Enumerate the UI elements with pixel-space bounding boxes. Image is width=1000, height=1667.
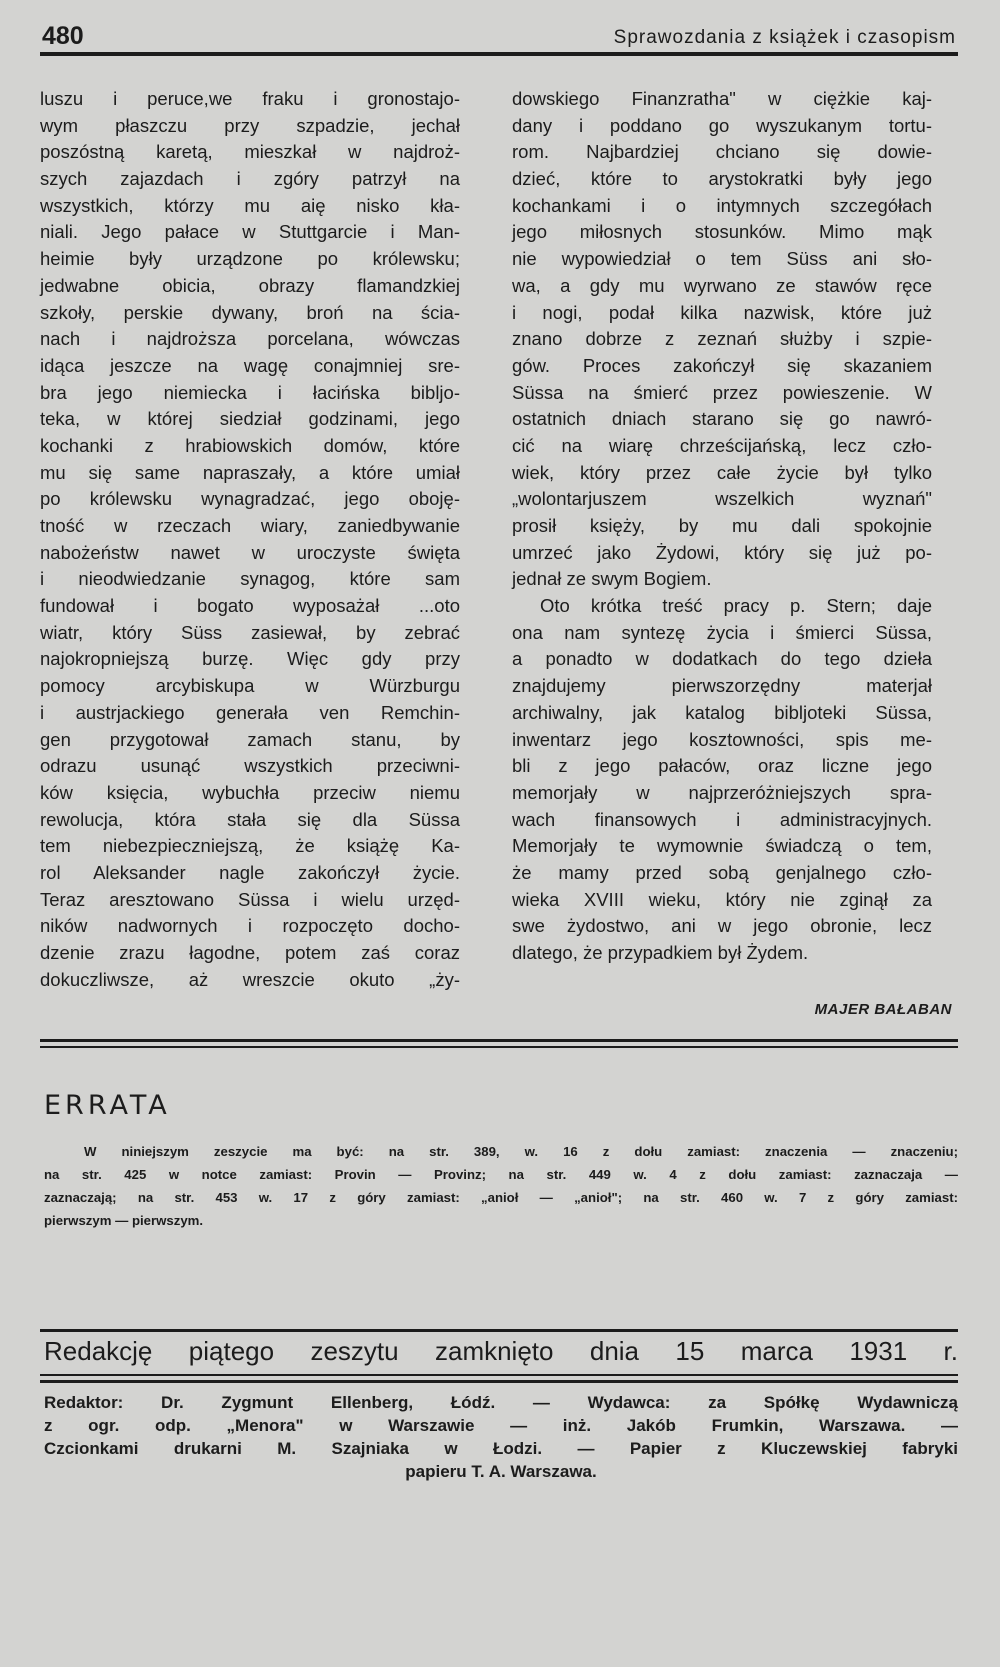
text-line: wszystkich, którzy mu aię nisko kła-: [40, 194, 460, 216]
text-line: idąca jeszcze na wagę conajmniej sre-: [40, 354, 460, 376]
text-line: rewolucja, która stała się dla Süssa: [40, 808, 460, 830]
header-rule: [40, 52, 958, 56]
text-line: cić na wiarę chrześcijańską, lecz czło-: [512, 434, 932, 456]
text-line: umrzeć jako Żydowi, który się już po-: [512, 541, 932, 563]
text-line: znano dobrze z zeznań służby i szpie-: [512, 328, 932, 350]
text-line: pomocy arcybiskupa w Würzburgu: [40, 675, 460, 697]
text-line: rom. Najbardziej chciano się dowie-: [512, 141, 932, 163]
text-line: wym płaszczu przy szpadzie, jechał: [40, 114, 460, 136]
text-line: na str. 425 w notce zamiast: Provin — Provinz; na str. 449 w. 4 z dołu zamiast: zaznaczaja —: [44, 1167, 958, 1182]
text-line: swe żydostwo, ani w jego obronie, lecz: [512, 915, 932, 937]
text-line: gów. Proces zakończył się skazaniem: [512, 354, 932, 376]
text-line: i austrjackiego generała ven Remchin-: [40, 701, 460, 723]
text-line: inwentarz jego kosztowności, spis me-: [512, 728, 932, 750]
text-line: archiwalny, jak katalog bibljoteki Süssa,: [512, 701, 932, 723]
text-line: W niniejszym zeszycie ma być: na str. 389, w. 16 z dołu zamiast: znaczenia — znaczeniu;: [84, 1144, 958, 1159]
text-line: Oto krótka treść pracy p. Stern; daje: [540, 595, 932, 617]
section-rule-bottom: [40, 1046, 958, 1048]
page-number: 480: [42, 22, 84, 50]
text-line: dowskiego Finanzratha" w ciężkie kaj-: [512, 88, 932, 109]
text-line: dlatego, że przypadkiem był Żydem.: [512, 942, 809, 963]
errata-text: [44, 1140, 958, 1232]
column-left: [40, 86, 460, 993]
text-line: Redaktor: Dr. Zygmunt Ellenberg, Łódź. — Wydawca: za Spółkę Wydawniczą: [44, 1393, 958, 1412]
text-line: ków księcia, wybuchła przeciw niemu: [40, 781, 460, 803]
text-line: bli z jego pałaców, oraz liczne jego: [512, 755, 932, 777]
text-line: kochankami i o intymnych szczegółach: [512, 194, 932, 216]
text-line: heimie były urządzone po królewsku;: [40, 248, 460, 270]
text-line: odrazu usunąć wszystkich przeciwni-: [40, 755, 460, 777]
text-line: tność w rzeczach wiary, zaniedbywanie: [40, 515, 460, 536]
text-line: wiek, który przez całe życie był tylko: [512, 461, 932, 483]
text-line: wa, a gdy mu wyrwano ze stawów ręce: [512, 274, 932, 296]
text-line: Süssa na śmierć przez powieszenie. W: [512, 381, 932, 403]
text-line: Teraz aresztowano Süssa i wielu urzęd-: [40, 888, 460, 910]
text-line: ona nam syntezę życia i śmierci Süssa,: [512, 621, 932, 643]
text-line: „wolontarjuszem wszelkich wyznań": [512, 488, 932, 510]
text-line: pierwszym — pierwszym.: [44, 1213, 204, 1228]
text-line: nach i najdroższa porcelana, wówczas: [40, 328, 460, 350]
text-line: gen przygotował zamach stanu, by: [40, 728, 460, 750]
author-signature: MAJER BAŁABAN: [814, 1001, 952, 1018]
text-line: znajdujemy pierwszorzędny materjał: [512, 675, 932, 697]
text-line: jednał ze swym Bogiem.: [512, 568, 712, 590]
text-line: niali. Jego pałace w Stuttgarcie i Man-: [40, 221, 460, 243]
text-line: mu się same napraszały, a które umiał: [40, 461, 460, 483]
closing-rule-top: [40, 1329, 958, 1332]
text-line: kochanki z hrabiowskich domów, które: [40, 434, 460, 456]
text-line: rol Aleksander nagle zakończył życie.: [40, 861, 460, 883]
text-line: dany i poddano go wyszukanym tortu-: [512, 114, 932, 136]
text-line: dzenie zrazu łagodne, potem zaś coraz: [40, 942, 460, 963]
text-line: po królewsku wynagradzać, jego oboję-: [40, 488, 460, 510]
text-line: wieka XVIII wieku, który nie zginął za: [512, 888, 932, 910]
text-line: że mamy przed sobą genjalnego czło-: [512, 861, 932, 883]
text-line: wach finansowych i administracyjnych.: [512, 808, 932, 830]
text-line: wiatr, który Süss zasiewał, by zebrać: [40, 621, 460, 643]
text-line: teka, w której siedział godzinami, jego: [40, 408, 460, 430]
text-line: luszu i peruce,we fraku i gronostajo-: [40, 88, 460, 109]
text-line: jedwabne obicia, obrazy flamandzkiej: [40, 274, 460, 296]
text-line: dzieć, które to arystokratki były jego: [512, 168, 932, 190]
text-line: i nogi, podał kilka nazwisk, które już: [512, 301, 932, 323]
section-rule-top: [40, 1039, 958, 1042]
text-line: i nieodwiedzanie synagog, które sam: [40, 568, 460, 590]
text-line: a ponadto w dodatkach do tego dzieła: [512, 648, 932, 670]
text-line: fundował i bogato wyposażał ...oto: [40, 595, 460, 617]
text-line: Czcionkami drukarni M. Szajniaka w Łodzi. — Papier z Kluczewskiej fabryki: [44, 1439, 958, 1458]
text-line: Memorjały te wymownie świadczą o tem,: [512, 835, 932, 857]
column-right: [512, 86, 932, 967]
text-line: ostatnich dniach starano się go nawró-: [512, 408, 932, 430]
text-line: nie wypowiedział o tem Süss ani sło-: [512, 248, 932, 270]
closing-rule-mid: [40, 1374, 958, 1376]
text-line: papieru T. A. Warszawa.: [405, 1462, 597, 1481]
closing-notice: Redakcję piątego zeszytu zamknięto dnia 15 marca 1931 r.: [44, 1336, 958, 1366]
text-line: szkoły, perskie dywany, broń na ścia-: [40, 301, 460, 323]
closing-rule-bottom: [40, 1380, 958, 1383]
text-line: z ogr. odp. „Menora" w Warszawie — inż. Jakób Frumkin, Warszawa. —: [44, 1416, 958, 1435]
text-line: szych zajazdach i zgóry patrzył na: [40, 168, 460, 190]
text-line: jego miłosnych stosunków. Mimo mąk: [512, 221, 932, 243]
text-line: prosił księży, by mu dali spokojnie: [512, 515, 932, 536]
text-line: najokropniejszą burzę. Więc gdy przy: [40, 648, 460, 670]
text-line: bra jego niemiecka i łacińska bibljo-: [40, 381, 460, 403]
text-line: poszóstną karetą, mieszkał w najdroż-: [40, 141, 460, 163]
text-line: nabożeństw nawet w uroczyste święta: [40, 541, 460, 563]
text-line: memorjały w najprzeróżniejszych spra-: [512, 781, 932, 803]
text-line: tem niebezpieczniejszą, że książę Ka-: [40, 835, 460, 857]
errata-heading: ERRATA: [44, 1090, 171, 1121]
imprint: [44, 1391, 958, 1483]
text-line: dokuczliwsze, aż wreszcie okuto „ży-: [40, 968, 460, 990]
text-line: ników nadwornych i rozpoczęto docho-: [40, 915, 460, 937]
text-line: zaznaczają; na str. 453 w. 17 z góry zamiast: „anioł — „anioł"; na str. 460 w. 7 z góry zamiast:: [44, 1190, 958, 1205]
running-title: Sprawozdania z książek i czasopism: [613, 27, 956, 48]
